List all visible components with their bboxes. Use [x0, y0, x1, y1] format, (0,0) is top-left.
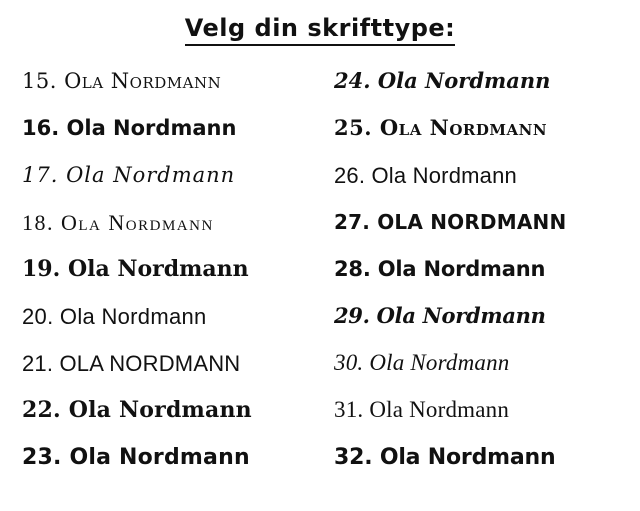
font-text-26: Ola Nordmann — [371, 162, 517, 188]
font-text-16: Ola Nordmann — [66, 116, 237, 141]
font-option-18[interactable] — [22, 199, 320, 246]
font-text-15: Ola Nordmann — [64, 69, 222, 94]
page-title: Velg din skrifttype: — [185, 14, 456, 46]
font-number-21: 21. — [22, 350, 54, 376]
font-text-18: Ola Nordmann — [61, 209, 214, 235]
font-text-22: Ola Nordmann — [68, 396, 252, 423]
font-sample-31 — [334, 398, 509, 422]
font-option-24[interactable] — [334, 58, 630, 105]
font-number-29: 29. — [334, 303, 370, 329]
font-option-17[interactable] — [22, 152, 320, 199]
font-number-24: 24. — [334, 68, 371, 94]
font-text-28: Ola Nordmann — [377, 257, 546, 282]
font-option-15[interactable] — [22, 58, 320, 105]
font-text-31: Ola Nordmann — [369, 397, 510, 423]
font-sample-15 — [22, 70, 221, 92]
font-sample-29 — [334, 305, 546, 327]
font-option-19[interactable] — [22, 246, 320, 293]
font-option-16[interactable] — [22, 105, 320, 152]
font-number-22: 22. — [22, 396, 61, 423]
font-option-23[interactable] — [22, 434, 320, 481]
font-text-29: Ola Nordmann — [376, 303, 546, 329]
font-number-18: 18. — [22, 209, 54, 235]
font-column-right — [320, 58, 630, 481]
font-text-24: Ola Nordmann — [377, 68, 551, 94]
font-sample-16 — [22, 117, 236, 139]
font-number-32: 32. — [334, 444, 373, 470]
font-option-30[interactable] — [334, 340, 630, 387]
font-column-left — [10, 58, 320, 481]
font-option-26[interactable] — [334, 152, 630, 199]
font-option-28[interactable] — [334, 246, 630, 293]
font-sample-22 — [22, 396, 252, 423]
font-option-20[interactable] — [22, 293, 320, 340]
font-text-23: Ola Nordmann — [69, 444, 250, 470]
page-title-wrap — [0, 0, 640, 52]
font-number-15: 15. — [22, 69, 57, 94]
font-text-25: Ola Nordmann — [379, 115, 548, 141]
font-number-16: 16. — [22, 116, 60, 141]
font-text-27: OLA NORDMANN — [377, 210, 567, 234]
font-number-25: 25. — [334, 115, 373, 141]
font-sample-26 — [334, 164, 517, 187]
font-number-27: 27. — [334, 210, 371, 234]
font-sample-columns — [0, 52, 640, 481]
font-sample-30 — [334, 351, 510, 375]
font-option-32[interactable] — [334, 434, 630, 481]
font-sample-27 — [334, 212, 566, 233]
font-sample-17 — [22, 164, 235, 186]
font-sample-25 — [334, 117, 547, 139]
font-number-30: 30. — [334, 350, 364, 376]
font-option-29[interactable] — [334, 293, 630, 340]
font-text-21: OLA NORDMANN — [59, 350, 241, 376]
font-option-27[interactable] — [334, 199, 630, 246]
font-number-28: 28. — [334, 257, 371, 282]
font-text-20: Ola Nordmann — [59, 303, 207, 329]
font-number-23: 23. — [22, 444, 62, 470]
font-sample-20 — [22, 305, 207, 328]
font-text-32: Ola Nordmann — [379, 444, 556, 470]
font-sample-32 — [334, 446, 555, 469]
font-text-17: Ola Nordmann — [66, 163, 236, 188]
font-sample-18 — [22, 211, 214, 234]
font-option-31[interactable] — [334, 387, 630, 434]
font-sample-19 — [22, 255, 249, 282]
font-option-21[interactable] — [22, 340, 320, 387]
font-text-19: Ola Nordmann — [67, 255, 249, 282]
font-number-20: 20. — [22, 303, 54, 329]
font-number-17: 17. — [22, 163, 59, 188]
font-text-30: Ola Nordmann — [369, 350, 510, 376]
font-number-19: 19. — [22, 255, 61, 282]
font-number-26: 26. — [334, 162, 366, 188]
font-sample-28 — [334, 258, 545, 280]
font-number-31: 31. — [334, 397, 364, 423]
font-option-22[interactable] — [22, 387, 320, 434]
font-sample-24 — [334, 70, 550, 92]
font-sample-23 — [22, 446, 250, 469]
font-sample-21 — [22, 352, 240, 375]
font-option-25[interactable] — [334, 105, 630, 152]
